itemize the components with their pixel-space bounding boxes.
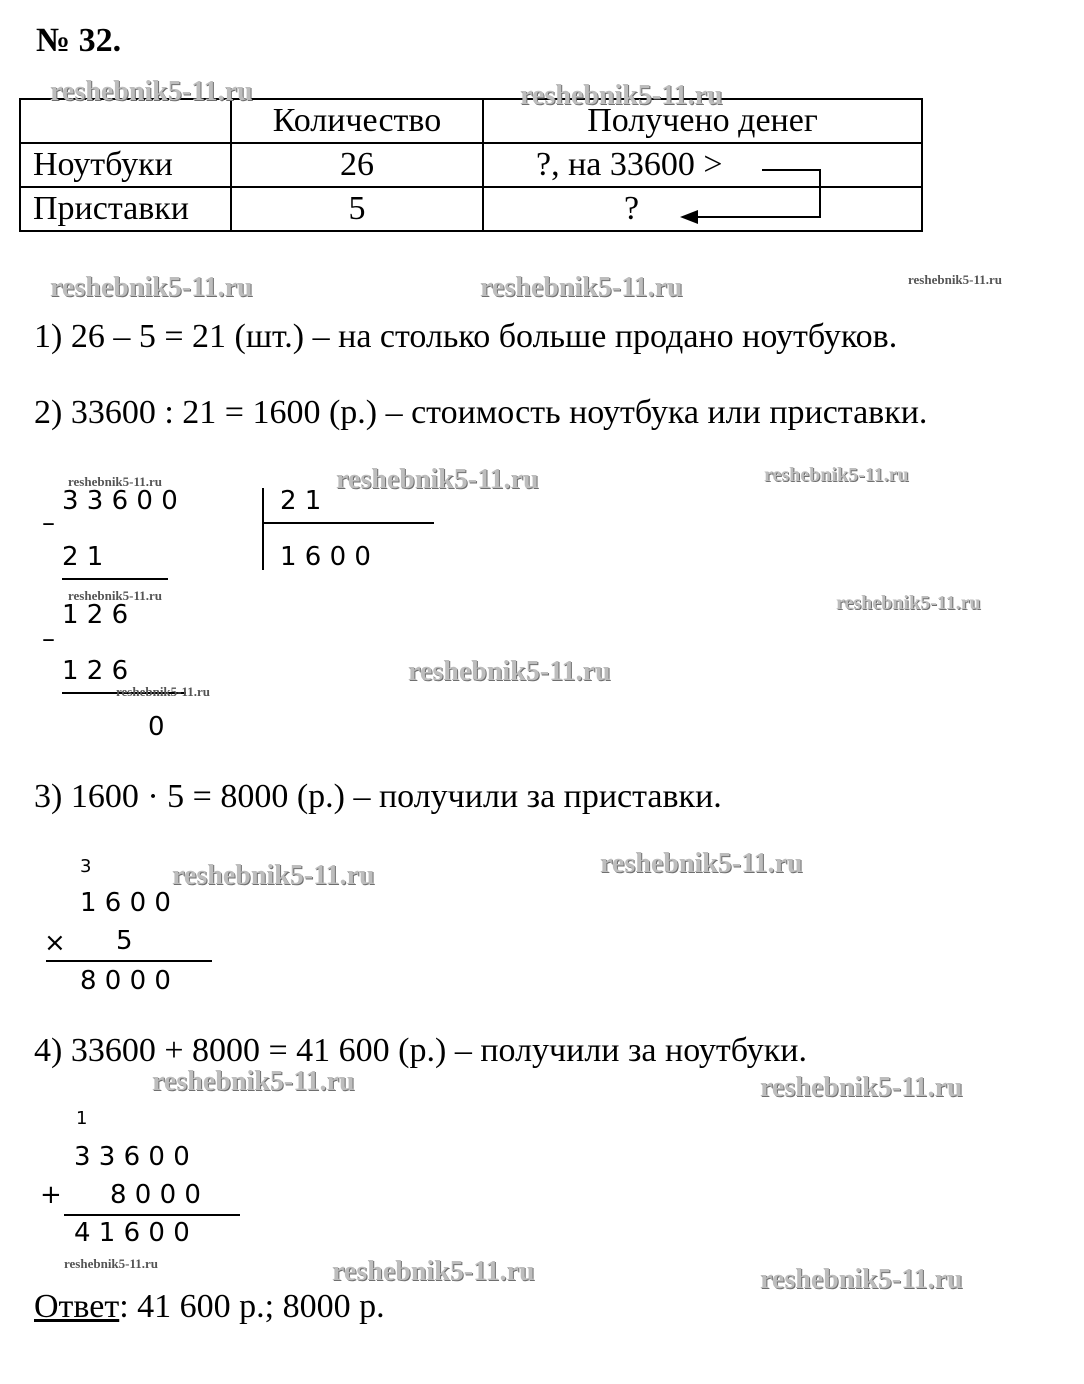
header-cell: Получено денег xyxy=(483,99,922,143)
table-cell: ?, на 33600 > xyxy=(483,143,922,187)
watermark: reshebnik5-11.ru xyxy=(116,684,211,699)
division-divisor: 2 1 xyxy=(280,486,322,516)
addition-bottom: 8 0 0 0 xyxy=(110,1180,201,1210)
watermark: reshebnik5-11.ru xyxy=(760,1264,963,1295)
watermark: reshebnik5-11.ru xyxy=(520,80,723,111)
division-quotient: 1 6 0 0 xyxy=(280,542,371,572)
division-bracket-line xyxy=(262,522,434,524)
answer xyxy=(34,1288,385,1326)
multiplication-carry: 3 xyxy=(80,856,92,877)
minus-sign: – xyxy=(42,508,55,538)
watermark: reshebnik5-11.ru xyxy=(68,474,163,489)
table-cell: Приставки xyxy=(20,187,231,231)
step-1: 1) 26 – 5 = 21 (шт.) – на столько больше продано ноутбуков. xyxy=(34,318,898,355)
watermark: reshebnik5-11.ru xyxy=(332,1256,535,1287)
multiplication-bottom: 5 xyxy=(116,926,133,956)
watermark: reshebnik5-11.ru xyxy=(336,464,539,495)
comparison-arrow-icon xyxy=(670,160,840,230)
division-bracket xyxy=(262,488,264,570)
answer-text: : 41 600 р.; 8000 р. xyxy=(119,1288,385,1325)
division-subtrahend-2: 1 2 6 xyxy=(62,656,129,686)
watermark: reshebnik5-11.ru xyxy=(64,1256,159,1271)
watermark: reshebnik5-11.ru xyxy=(172,860,375,891)
watermark: reshebnik5-11.ru xyxy=(68,588,163,603)
division-underline xyxy=(62,578,168,580)
multiply-sign: × xyxy=(44,928,66,958)
watermark: reshebnik5-11.ru xyxy=(836,592,981,614)
watermark: reshebnik5-11.ru xyxy=(152,1066,355,1097)
watermark: reshebnik5-11.ru xyxy=(764,464,909,486)
watermark: reshebnik5-11.ru xyxy=(408,656,611,687)
addition-underline xyxy=(64,1214,240,1216)
division-result: 0 xyxy=(148,712,165,742)
multiplication-underline xyxy=(46,960,212,962)
table-cell: 26 xyxy=(231,143,483,187)
table-cell: 5 xyxy=(231,187,483,231)
plus-sign: + xyxy=(40,1180,62,1210)
table-cell: ? xyxy=(483,187,922,231)
watermark: reshebnik5-11.ru xyxy=(600,848,803,879)
table-cell: Ноутбуки xyxy=(20,143,231,187)
step-2: 2) 33600 : 21 = 1600 (р.) – стоимость ноутбука или приставки. xyxy=(34,394,928,431)
problem-title: № 32. xyxy=(36,22,122,59)
addition-carry: 1 xyxy=(76,1108,88,1129)
step-3: 3) 1600 · 5 = 8000 (р.) – получили за приставки. xyxy=(34,778,722,815)
addition-top: 3 3 6 0 0 xyxy=(74,1142,190,1172)
step-4: 4) 33600 + 8000 = 41 600 (р.) – получили за ноутбуки. xyxy=(34,1032,807,1069)
division-remainder-1: 1 2 6 xyxy=(62,600,129,630)
multiplication-top: 1 6 0 0 xyxy=(80,888,171,918)
multiplication-result: 8 0 0 0 xyxy=(80,966,171,996)
header-cell: Количество xyxy=(231,99,483,143)
watermark: reshebnik5-11.ru xyxy=(50,272,253,303)
watermark: reshebnik5-11.ru xyxy=(908,272,1003,287)
answer-label: Ответ xyxy=(34,1288,120,1325)
division-subtrahend-1: 2 1 xyxy=(62,542,104,572)
watermark: reshebnik5-11.ru xyxy=(50,76,253,107)
addition-result: 4 1 6 0 0 xyxy=(74,1218,190,1248)
minus-sign: – xyxy=(42,624,55,654)
division-dividend: 3 3 6 0 0 xyxy=(62,486,178,516)
watermark: reshebnik5-11.ru xyxy=(480,272,683,303)
watermark: reshebnik5-11.ru xyxy=(760,1072,963,1103)
